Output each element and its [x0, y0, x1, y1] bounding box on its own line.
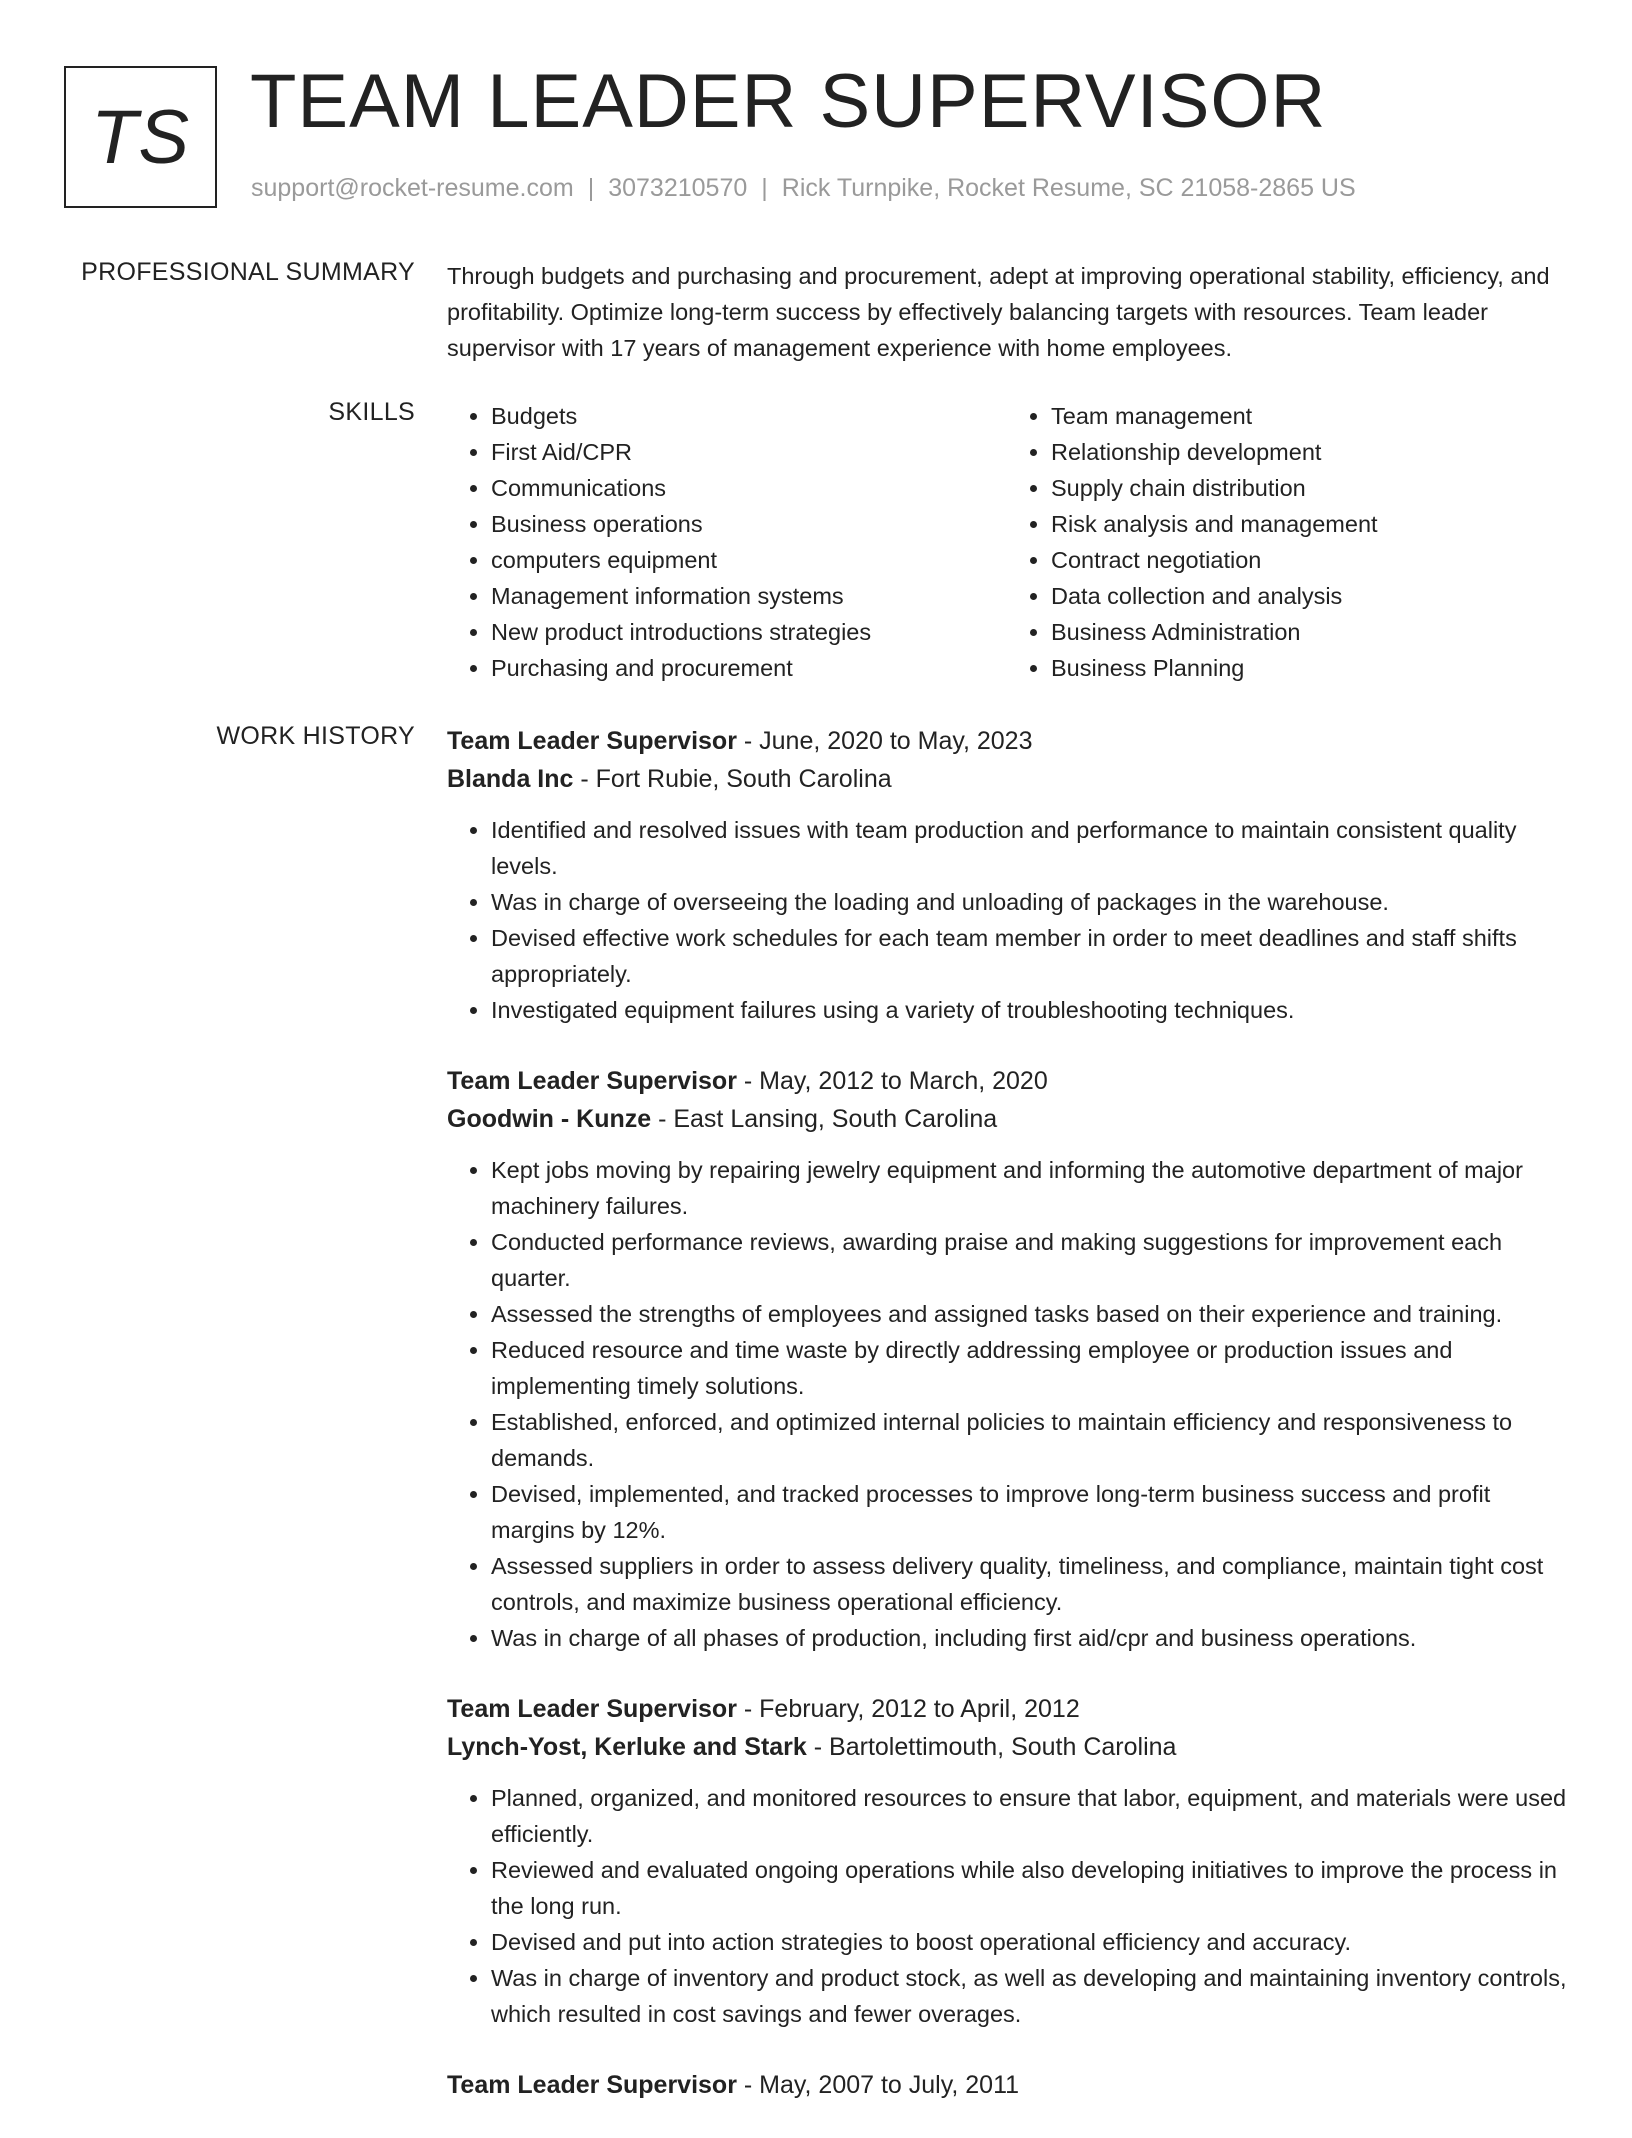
job-dates: - May, 2007 to July, 2011	[736, 2071, 1020, 2099]
candidate-name: TEAM LEADER SUPERVISOR	[250, 59, 1327, 144]
job-company: Goodwin - Kunze	[447, 1105, 652, 1133]
skill-item: • Management information systems	[491, 578, 1007, 614]
skills-list-left	[447, 398, 1007, 686]
job-company-line	[447, 760, 1567, 798]
job-bullet-list	[447, 1780, 1567, 2032]
work-history-body	[447, 722, 1567, 2138]
skill-item: • Relationship development	[1051, 434, 1567, 470]
job-title-line	[447, 722, 1567, 760]
job-entry	[447, 2066, 1567, 2104]
skill-item: • computers equipment	[491, 542, 1007, 578]
job-bullet: • Was in charge of all phases of production, including first aid/cpr and business operations.	[491, 1620, 1567, 1656]
job-bullet-list	[447, 812, 1567, 1028]
job-bullet: • Was in charge of overseeing the loading and unloading of packages in the warehouse.	[491, 884, 1567, 920]
section-label-skills: SKILLS	[328, 398, 415, 426]
job-dates: - February, 2012 to April, 2012	[736, 1695, 1080, 1723]
job-title: Team Leader Supervisor	[447, 2071, 737, 2099]
job-title-line	[447, 2066, 1567, 2104]
summary-text: Through budgets and purchasing and procurement, adept at improving operational stability, efficiency, and profitability. Optimize long-term success by effectively balancing targets with resources. Team leader supervisor with 17 years of management experience with home employees.	[447, 263, 1550, 361]
job-bullet-list	[447, 1152, 1567, 1656]
job-company-line	[447, 1100, 1567, 1138]
skill-item: • Budgets	[491, 398, 1007, 434]
skills-list-right	[1007, 398, 1567, 686]
skill-item: • New product introductions strategies	[491, 614, 1007, 650]
job-bullet: • Was in charge of inventory and product stock, as well as developing and maintaining inventory controls, which resulted in cost savings and fewer overages.	[491, 1960, 1567, 2032]
job-company: Lynch-Yost, Kerluke and Stark	[447, 1733, 807, 1761]
skill-item: • Business Planning	[1051, 650, 1567, 686]
skill-item: • Risk analysis and management	[1051, 506, 1567, 542]
job-bullet: • Reduced resource and time waste by directly addressing employee or production issues and implementing timely solutions.	[491, 1332, 1567, 1404]
job-dates: - June, 2020 to May, 2023	[736, 727, 1033, 755]
job-entry	[447, 722, 1567, 1028]
contact-line	[251, 174, 1356, 203]
job-bullet: • Reviewed and evaluated ongoing operations while also developing initiatives to improve the process in the long run.	[491, 1852, 1567, 1924]
job-bullet: • Kept jobs moving by repairing jewelry equipment and informing the automotive department of major machinery failures.	[491, 1152, 1567, 1224]
contact-phone: 3073210570	[608, 174, 748, 202]
job-bullet: • Planned, organized, and monitored resources to ensure that labor, equipment, and materials were used efficiently.	[491, 1780, 1567, 1852]
job-bullet: • Conducted performance reviews, awarding praise and making suggestions for improvement each quarter.	[491, 1224, 1567, 1296]
section-label-summary: PROFESSIONAL SUMMARY	[81, 258, 415, 286]
skills-body	[447, 398, 1567, 686]
job-title-line	[447, 1690, 1567, 1728]
skill-item: • Contract negotiation	[1051, 542, 1567, 578]
contact-separator: |	[761, 174, 768, 202]
contact-separator: |	[587, 174, 595, 202]
job-bullet: • Devised and put into action strategies to boost operational efficiency and accuracy.	[491, 1924, 1567, 1960]
job-company: Blanda Inc	[447, 765, 574, 793]
skill-item: • Business operations	[491, 506, 1007, 542]
skill-item: • Communications	[491, 470, 1007, 506]
job-bullet: • Established, enforced, and optimized internal policies to maintain efficiency and responsiveness to demands.	[491, 1404, 1567, 1476]
job-location: - Bartolettimouth, South Carolina	[806, 1733, 1177, 1761]
job-location: - East Lansing, South Carolina	[651, 1105, 998, 1133]
job-location: - Fort Rubie, South Carolina	[573, 765, 892, 793]
job-bullet: • Assessed suppliers in order to assess delivery quality, timeliness, and compliance, maintain tight cost controls, and maximize business operational efficiency.	[491, 1548, 1567, 1620]
job-title: Team Leader Supervisor	[447, 1067, 737, 1095]
job-company-line	[447, 1728, 1567, 1766]
skill-item: • Business Administration	[1051, 614, 1567, 650]
job-bullet: • Devised, implemented, and tracked processes to improve long-term business success and profit margins by 12%.	[491, 1476, 1567, 1548]
skill-item: • Purchasing and procurement	[491, 650, 1007, 686]
skills-columns	[447, 398, 1567, 686]
job-dates: - May, 2012 to March, 2020	[736, 1067, 1048, 1095]
monogram-box	[64, 66, 217, 208]
job-title-line	[447, 1062, 1567, 1100]
monogram-initials: TS	[90, 94, 191, 180]
job-bullet: • Investigated equipment failures using a variety of troubleshooting techniques.	[491, 992, 1567, 1028]
job-title: Team Leader Supervisor	[447, 727, 737, 755]
skill-item: • Data collection and analysis	[1051, 578, 1567, 614]
skill-item: • Supply chain distribution	[1051, 470, 1567, 506]
section-label-work-history: WORK HISTORY	[216, 722, 415, 750]
job-entry	[447, 1062, 1567, 1656]
skill-item: • First Aid/CPR	[491, 434, 1007, 470]
job-bullet: • Assessed the strengths of employees and assigned tasks based on their experience and training.	[491, 1296, 1567, 1332]
job-entry	[447, 1690, 1567, 2032]
job-bullet: • Identified and resolved issues with team production and performance to maintain consistent quality levels.	[491, 812, 1567, 884]
skill-item: • Team management	[1051, 398, 1567, 434]
job-title: Team Leader Supervisor	[447, 1695, 737, 1723]
contact-email: support@rocket-resume.com	[251, 174, 574, 202]
job-bullet: • Devised effective work schedules for each team member in order to meet deadlines and staff shifts appropriately.	[491, 920, 1567, 992]
contact-address: Rick Turnpike, Rocket Resume, SC 21058-2865 US	[781, 174, 1356, 202]
